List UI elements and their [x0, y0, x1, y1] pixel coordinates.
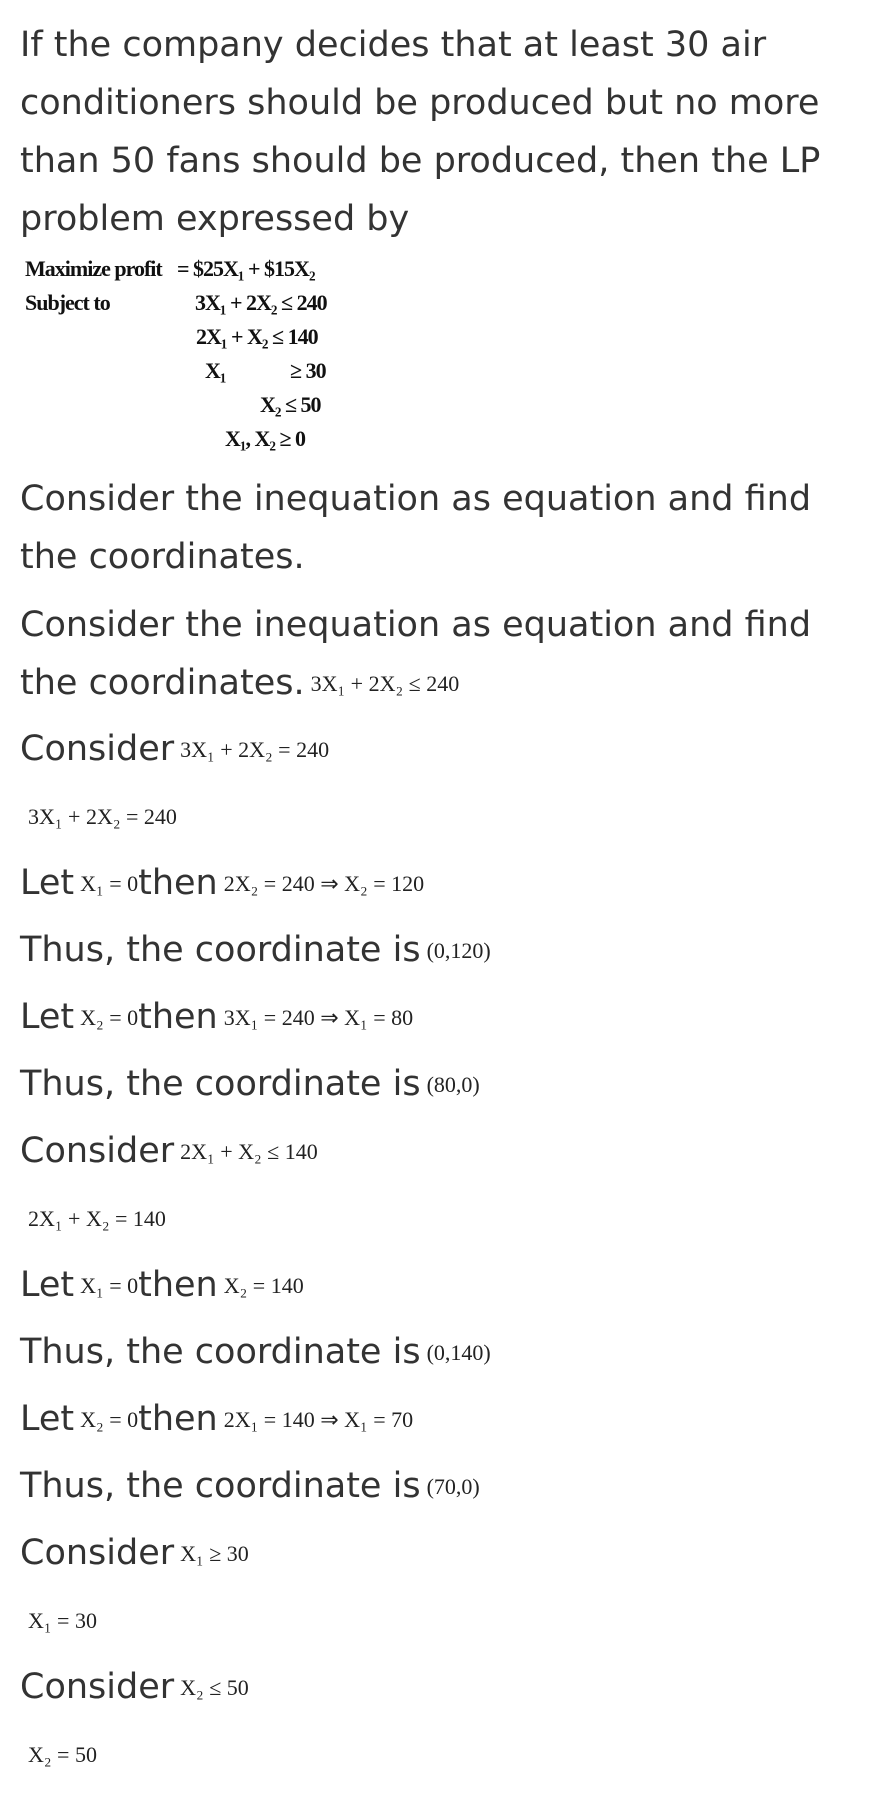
step-equation: X₁ ≥ 30	[180, 1541, 249, 1566]
consider-paragraph-2	[20, 596, 850, 713]
equation: 3X₁ + 2X₂ = 240	[28, 804, 177, 829]
condition: X₂ = 0	[80, 1005, 139, 1030]
objective-expression: = $25X₁ + $15X₂	[177, 256, 315, 281]
coordinate-label: Thus, the coordinate is	[20, 1466, 421, 1506]
coordinate-line-4	[20, 1457, 870, 1516]
let-step-4	[20, 1390, 870, 1449]
coordinate-line-1	[20, 921, 870, 980]
consider-label: Consider	[20, 1667, 175, 1707]
result: 2X₁ = 140 ⇒ X₁ = 70	[223, 1407, 414, 1432]
intro-paragraph: If the company decides that at least 30 air conditioners should be produced but no more than 50 fans should be produced, then the LP problem expressed by	[20, 25, 821, 239]
let-step-3	[20, 1256, 870, 1315]
coordinate-label: Thus, the coordinate is	[20, 930, 421, 970]
let-label: Let	[20, 1265, 75, 1305]
equation: X₁ = 30	[28, 1608, 97, 1633]
consider-paragraph-1: Consider the inequation as equation and find the coordinates.	[20, 479, 812, 577]
result: X₂ = 140	[223, 1273, 304, 1298]
consider-paragraph-2-text: Consider the inequation as equation and find the coordinates.	[20, 605, 812, 703]
coordinate-line-3	[20, 1323, 870, 1382]
coordinate-line-2	[20, 1055, 870, 1114]
constraint-2: 2X₁ + X₂ ≤ 140	[196, 324, 318, 349]
let-label: Let	[20, 1399, 75, 1439]
consider-label: Consider	[20, 729, 175, 769]
consider-step-2	[20, 1122, 870, 1181]
consider-label: Consider	[20, 1533, 175, 1573]
step-equation: 3X₁ + 2X₂ = 240	[180, 737, 330, 762]
constraint-equation: 3X₁ + 2X₂ ≤ 240	[310, 671, 460, 696]
lp-formulation	[25, 256, 385, 466]
coordinate-value: (70,0)	[426, 1474, 480, 1499]
consider-label: Consider	[20, 1131, 175, 1171]
condition: X₂ = 0	[80, 1407, 139, 1432]
equation: X₂ = 50	[28, 1742, 97, 1767]
step-equation: 2X₁ + X₂ ≤ 140	[180, 1139, 318, 1164]
constraint-3-variable: X₁	[205, 358, 226, 383]
condition: X₁ = 0	[80, 871, 139, 896]
subject-to-label: Subject to	[25, 290, 110, 315]
equation-line-1	[20, 787, 870, 846]
non-negativity-constraint: X₁, X₂ ≥ 0	[225, 426, 306, 451]
let-label: Let	[20, 997, 75, 1037]
let-label: Let	[20, 863, 75, 903]
equation-line-2	[20, 1189, 870, 1248]
constraint-4: X₂ ≤ 50	[260, 392, 321, 417]
result: 2X₂ = 240 ⇒ X₂ = 120	[223, 871, 425, 896]
constraint-1: 3X₁ + 2X₂ ≤ 240	[195, 290, 327, 315]
condition: X₁ = 0	[80, 1273, 139, 1298]
coordinate-value: (0,120)	[426, 938, 491, 963]
result: 3X₁ = 240 ⇒ X₁ = 80	[223, 1005, 414, 1030]
step-equation: X₂ ≤ 50	[180, 1675, 249, 1700]
let-step-2	[20, 988, 870, 1047]
then-label: then	[138, 863, 218, 903]
objective-label: Maximize profit	[25, 256, 162, 281]
equation-line-3	[20, 1591, 870, 1650]
coordinate-value: (80,0)	[426, 1072, 480, 1097]
constraint-3-bound: ≥ 30	[290, 358, 326, 383]
coordinate-label: Thus, the coordinate is	[20, 1332, 421, 1372]
then-label: then	[138, 1265, 218, 1305]
consider-step-3	[20, 1524, 870, 1583]
equation: 2X₁ + X₂ = 140	[28, 1206, 166, 1231]
then-label: then	[138, 1399, 218, 1439]
then-label: then	[138, 997, 218, 1037]
coordinate-value: (0,140)	[426, 1340, 491, 1365]
coordinate-label: Thus, the coordinate is	[20, 1064, 421, 1104]
let-step-1	[20, 854, 870, 913]
equation-line-4	[20, 1725, 870, 1784]
consider-step-4	[20, 1658, 870, 1717]
consider-step-1	[20, 720, 870, 779]
